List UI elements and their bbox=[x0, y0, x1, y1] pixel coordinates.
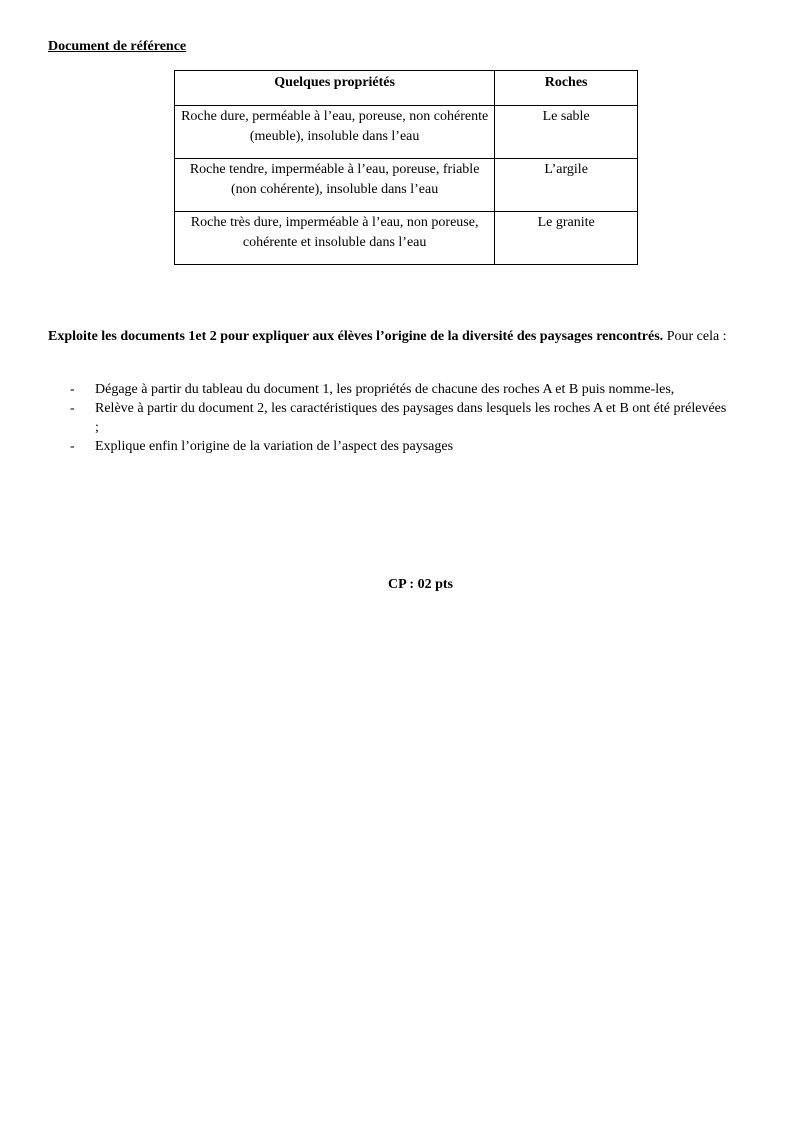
instruction-paragraph bbox=[48, 327, 728, 347]
row-rock: L’argile bbox=[495, 159, 638, 212]
table-row bbox=[175, 106, 638, 159]
task-text: Explique enfin l’origine de la variation de l’aspect des paysages bbox=[95, 439, 454, 454]
document-heading: Document de référence bbox=[48, 39, 187, 54]
row-rock: Le granite bbox=[495, 212, 638, 265]
row-properties: Roche dure, perméable à l’eau, poreuse, non cohérente (meuble), insoluble dans l’eau bbox=[175, 106, 495, 159]
reference-table bbox=[174, 70, 638, 265]
list-item bbox=[48, 399, 728, 437]
score-label: CP : 02 pts bbox=[388, 577, 453, 592]
row-properties: Roche très dure, imperméable à l’eau, non poreuse, cohérente et insoluble dans l’eau bbox=[175, 212, 495, 265]
task-text: Dégage à partir du tableau du document 1, les propriétés de chacune des roches A et B puis nomme-les, bbox=[95, 382, 675, 397]
list-item bbox=[48, 380, 728, 399]
table-row bbox=[175, 159, 638, 212]
header-properties: Quelques propriétés bbox=[175, 71, 495, 106]
table-row bbox=[175, 212, 638, 265]
bullet-dash: - bbox=[70, 382, 75, 397]
instruction-bold: Exploite les documents 1et 2 pour expliquer aux élèves l’origine de la diversité des paysages rencontrés. bbox=[48, 329, 664, 344]
bullet-dash: - bbox=[70, 401, 75, 416]
table-header-row bbox=[175, 71, 638, 106]
header-rocks: Roches bbox=[495, 71, 638, 106]
row-rock: Le sable bbox=[495, 106, 638, 159]
bullet-dash: - bbox=[70, 439, 75, 454]
task-text: Relève à partir du document 2, les caractéristiques des paysages dans lesquels les roches A et B ont été prélevées ; bbox=[95, 401, 727, 435]
row-properties: Roche tendre, imperméable à l’eau, poreuse, friable (non cohérente), insoluble dans l’eau bbox=[175, 159, 495, 212]
task-list bbox=[48, 380, 728, 456]
list-item bbox=[48, 437, 728, 456]
instruction-normal: Pour cela : bbox=[663, 329, 727, 344]
